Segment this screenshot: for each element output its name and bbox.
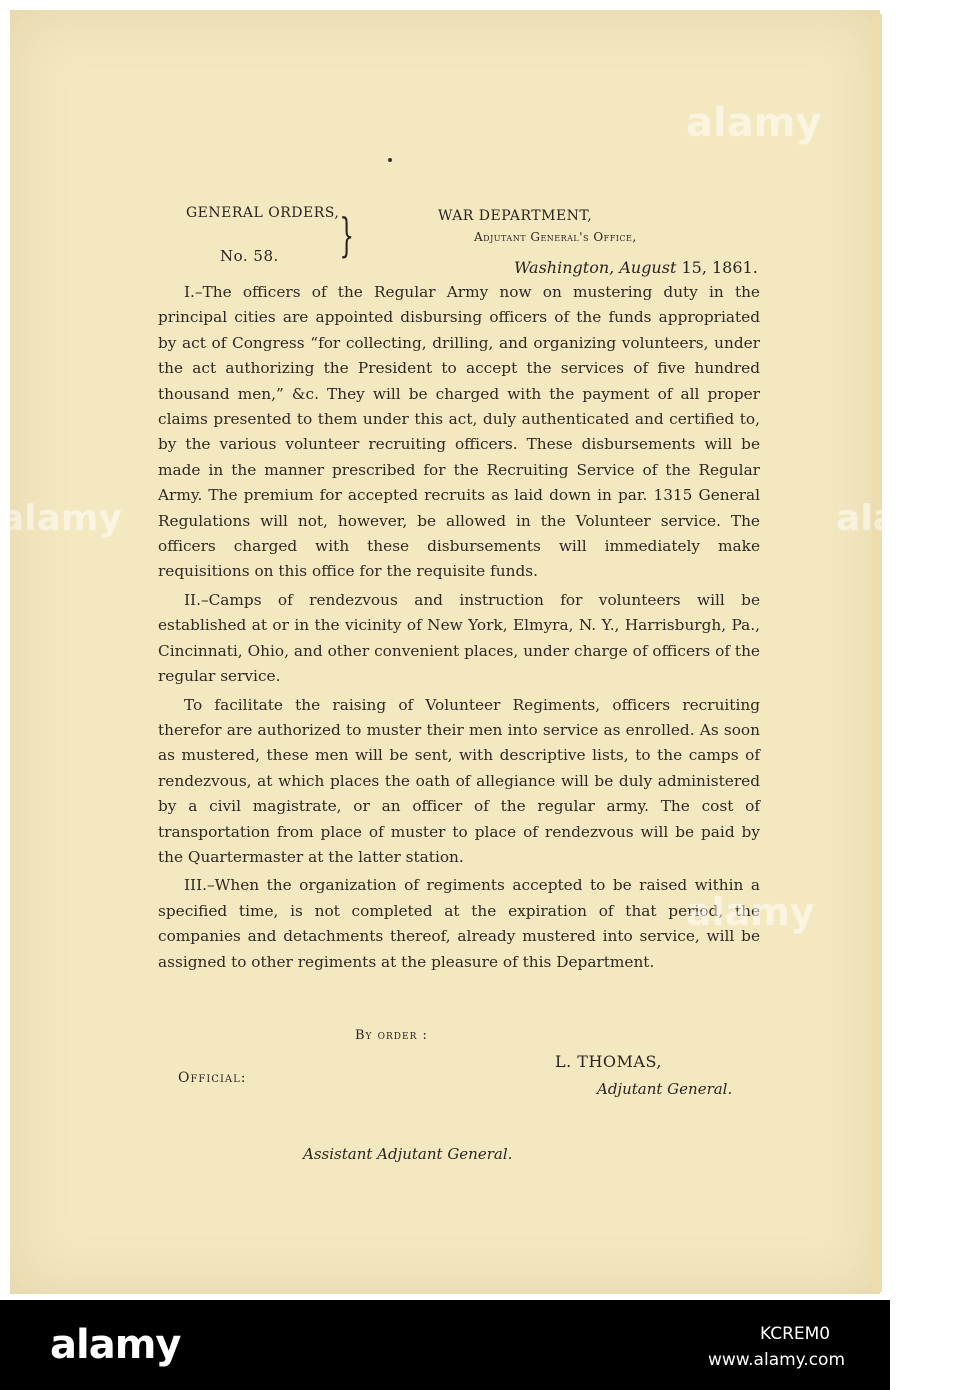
image-id: KCREM0 <box>760 1324 831 1344</box>
dateline-place: Washington, <box>514 258 615 277</box>
footer-bar <box>0 1300 890 1390</box>
orders-number: No. 58. <box>220 247 279 265</box>
watermark-left: alamy <box>0 498 122 539</box>
orders-label: GENERAL ORDERS, <box>186 205 340 221</box>
dateline <box>514 258 758 277</box>
ink-dot <box>388 158 392 162</box>
dateline-month: August <box>619 258 677 277</box>
site-url: www.alamy.com <box>708 1350 846 1370</box>
watermark-right: alamy <box>836 498 958 539</box>
heading-brace: } <box>339 208 354 262</box>
paragraph-4: III.–When the organization of regiments accepted to be raised within a specified time, is not completed at the expiration of that period, the companies and detachments thereof, already mustered into service, will be assigned to other regiments at the pleasure of this Department. <box>158 876 760 971</box>
watermark-top: alamy <box>686 100 822 146</box>
watermark-middle: alamy <box>686 890 815 934</box>
signatory-name: L. THOMAS, <box>555 1052 662 1071</box>
order-body <box>158 280 760 978</box>
official-label: Official: <box>178 1070 247 1086</box>
assistant-title: Assistant Adjutant General. <box>303 1145 513 1163</box>
paragraph-2: II.–Camps of rendezvous and instruction for volunteers will be established at or in the vicinity of New York, Elmyra, N. Y., Harrisburgh, Pa., Cincinnati, Ohio, and other convenient places, under charge of officers of the regular service. <box>158 590 760 686</box>
brand-logo: alamy <box>50 1322 181 1368</box>
office-name: Adjutant General's Office, <box>474 230 637 244</box>
dateline-rest: 15, 1861. <box>681 258 758 277</box>
paragraph-3: To facilitate the raising of Volunteer Regiments, officers recruiting therefor are authorized to muster their men into service as enrolled. As soon as mustered, these men will be sent, with descriptive lists, to the camps of rendezvous, at which places the oath of allegiance will be duly administered by a civil magistrate, or an officer of the regular army. The cost of transportation from place of muster to place of rendezvous will be paid by the Quartermaster at the latter station. <box>158 695 760 866</box>
sheet-edge <box>872 14 882 1292</box>
paragraph-1: I.–The officers of the Regular Army now on mustering duty in the principal cities are appointed disbursing officers of the funds appropriated by act of Congress “for collecting, drilling, and organizing volunteers, under the act authorizing the President to accept the services of five hundred thousand men,” &c. They will be charged with the payment of all proper claims presented to them under this act, duly authenticated and certified to, by the various volunteer recruiting officers. These disbursements will be made in the manner prescribed for the Recruiting Service of the Regular Army. The premium for accepted recruits as laid down in par. 1315 General Regulations will not, however, be allowed in the Volunteer service. The officers charged with these disbursements will immediately make requisitions on this office for the requisite funds. <box>158 283 760 581</box>
department-name: WAR DEPARTMENT, <box>438 208 593 224</box>
by-order-line: By order : <box>355 1028 428 1043</box>
signatory-title: Adjutant General. <box>597 1080 733 1098</box>
